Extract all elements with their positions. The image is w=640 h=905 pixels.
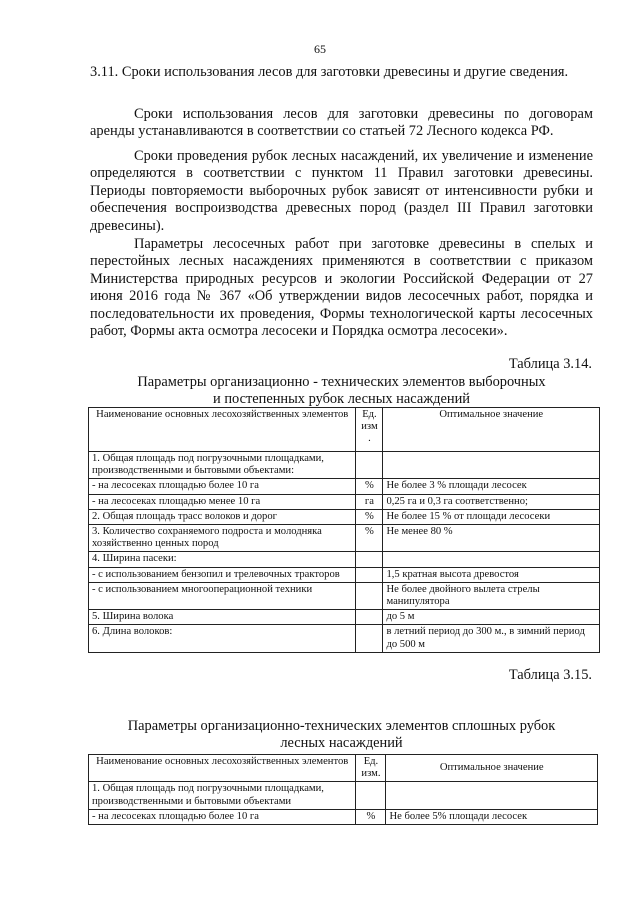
table-row: - на лесосеках площадью более 10 га % Не более 5% площади лесосек <box>89 809 598 824</box>
header-element-name: Наименование основных лесохозяйственных элементов <box>89 408 356 452</box>
table-row: 5. Ширина волока до 5 м <box>89 610 600 625</box>
page-number: 65 <box>314 42 326 56</box>
table-row: 1. Общая площадь под погрузочными площадками, производственными и бытовыми объектами <box>89 782 598 809</box>
table-header-row <box>89 408 600 452</box>
table-row: 1. Общая площадь под погрузочными площадками, производственными и бытовыми объектами: <box>89 452 600 479</box>
paragraph-lease-terms: Сроки использования лесов для заготовки древесины по договорам аренды устанавливаются в соответствии со статьей 72 Лесного кодекса РФ. <box>90 106 593 140</box>
table-caption-3-14: Параметры организационно - технических элементов выборочных и постепенных рубок лесных насаждений <box>137 374 546 407</box>
header-unit: Ед. изм. <box>356 755 386 782</box>
paragraph-felling-terms: Сроки проведения рубок лесных насаждений, их увеличение и изменение определяются в соответствии с пунктом 11 Правил заготовки древесины. Периоды повторяемости выборочных рубок зависят от интенсивности рубки и обеспечения воспроизводства древесных пород (раздел III Правил заготовки древесины). <box>90 148 593 234</box>
header-optimal-value: Оптимальное значение <box>386 755 598 782</box>
header-unit: Ед. изм . <box>356 408 383 452</box>
table-header-row <box>89 755 598 782</box>
table-row: - с использованием бензопил и трелевочных тракторов 1,5 кратная высота древостоя <box>89 567 600 582</box>
table-label-3-15: Таблица 3.15. <box>508 667 592 683</box>
table-row: - с использованием многооперационной техники Не более двойного вылета стрелы манипулятора <box>89 582 600 609</box>
table-row: 6. Длина волоков: в летний период до 300 м., в зимний период до 500 м <box>89 625 600 652</box>
section-title: 3.11. Сроки использования лесов для заготовки древесины и другие сведения. <box>90 64 569 80</box>
table-row: - на лесосеках площадью менее 10 га га 0,25 га и 0,3 га соответственно; <box>89 494 600 509</box>
table-3-14 <box>88 407 600 653</box>
header-element-name: Наименование основных лесохозяйственных элементов <box>89 755 356 782</box>
table-row: 2. Общая площадь трасс волоков и дорог % Не более 15 % от площади лесосеки <box>89 509 600 524</box>
table-3-15 <box>88 754 598 825</box>
table-label-3-14: Таблица 3.14. <box>508 356 592 372</box>
table-row: 3. Количество сохраняемого подроста и молодняка хозяйственно ценных пород % Не менее 80 % <box>89 525 600 552</box>
table-row: 4. Ширина пасеки: <box>89 552 600 567</box>
header-optimal-value: Оптимальное значение <box>383 408 600 452</box>
paragraph-logging-parameters: Параметры лесосечных работ при заготовке древесины в спелых и перестойных лесных насаждениях применяются в соответствии с приказом Министерства природных ресурсов и экологии Российской Федерации от 27 июня 2016 года № 367 «Об утверждении видов лесосечных работ, порядка и последовательности их проведения, Формы технологической карты лесосечных работ, Формы акта осмотра лесосеки и Порядка осмотра лесосеки». <box>90 236 593 340</box>
table-caption-3-15: Параметры организационно-технических элементов сплошных рубок лесных насаждений <box>127 718 556 751</box>
table-row: - на лесосеках площадью более 10 га % Не более 3 % площади лесосек <box>89 479 600 494</box>
